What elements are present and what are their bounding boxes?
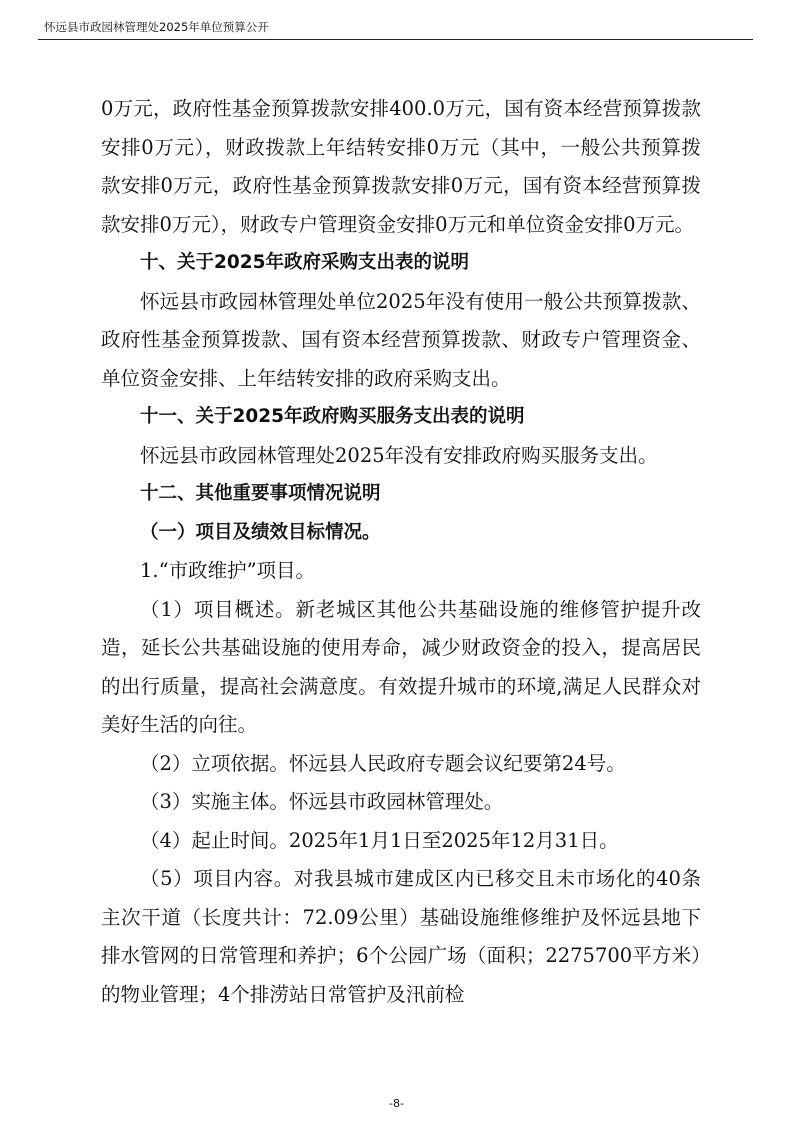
- paragraph-project-title: 1.“市政维护”项目。: [140, 559, 316, 582]
- paragraph-procurement: 怀远县市政园林管理处单位2025年没有使用一般公共预算拨款、政府性基金预算拨款、国有资本经营预算拨款、财政专户管理资金、单位资金安排、上年结转安排的政府采购支出。: [101, 289, 701, 390]
- header-rule: [38, 39, 753, 40]
- heading-section-10: 十、关于2025年政府采购支出表的说明: [140, 252, 469, 273]
- paragraph-project-overview: （1）项目概述。新老城区其他公共基础设施的维修管护提升改造，延长公共基础设施的使用寿命，减少财政资金的投入，提高居民的出行质量，提高社会满意度。有效提升城市的环境,满足人民群众对美好生活的向往。: [101, 597, 701, 736]
- page-number: -8-: [389, 1097, 404, 1110]
- document-body: [101, 90, 701, 1014]
- page-header: 怀远县市政园林管理处2025年单位预算公开: [44, 20, 269, 34]
- paragraph-project-basis: （2）立项依据。怀远县人民政府专题会议纪要第24号。: [140, 751, 626, 775]
- heading-section-12: 十二、其他重要事项情况说明: [140, 483, 381, 504]
- paragraph-project-entity: （3）实施主体。怀远县市政园林管理处。: [140, 790, 504, 813]
- paragraph-service-purchase: 怀远县市政园林管理处2025年没有安排政府购买服务支出。: [140, 443, 658, 467]
- paragraph-project-period: （4）起止时间。2025年1月1日至2025年12月31日。: [140, 828, 619, 852]
- heading-section-11: 十一、关于2025年政府购买服务支出表的说明: [140, 406, 525, 427]
- subheading-project-goals: （一）项目及绩效目标情况。: [140, 521, 381, 543]
- paragraph-budget-allocation: 0万元，政府性基金预算拨款安排400.0万元，国有资本经营预算拨款安排0万元），财政拨款上年结转安排0万元（其中，一般公共预算拨款安排0万元，政府性基金预算拨款安排0万元，国有资本经营预算拨款安排0万元），财政专户管理资金安排0万元和单位资金安排0万元。: [101, 97, 701, 236]
- paragraph-project-content: （5）项目内容。对我县城市建成区内已移交且未市场化的40条主次干道（长度共计：72.09公里）基础设施维修维护及怀远县地下排水管网的日常管理和养护；6个公园广场（面积；2275700平方米）的物业管理；4个排涝站日常管护及汛前检: [101, 867, 701, 1006]
